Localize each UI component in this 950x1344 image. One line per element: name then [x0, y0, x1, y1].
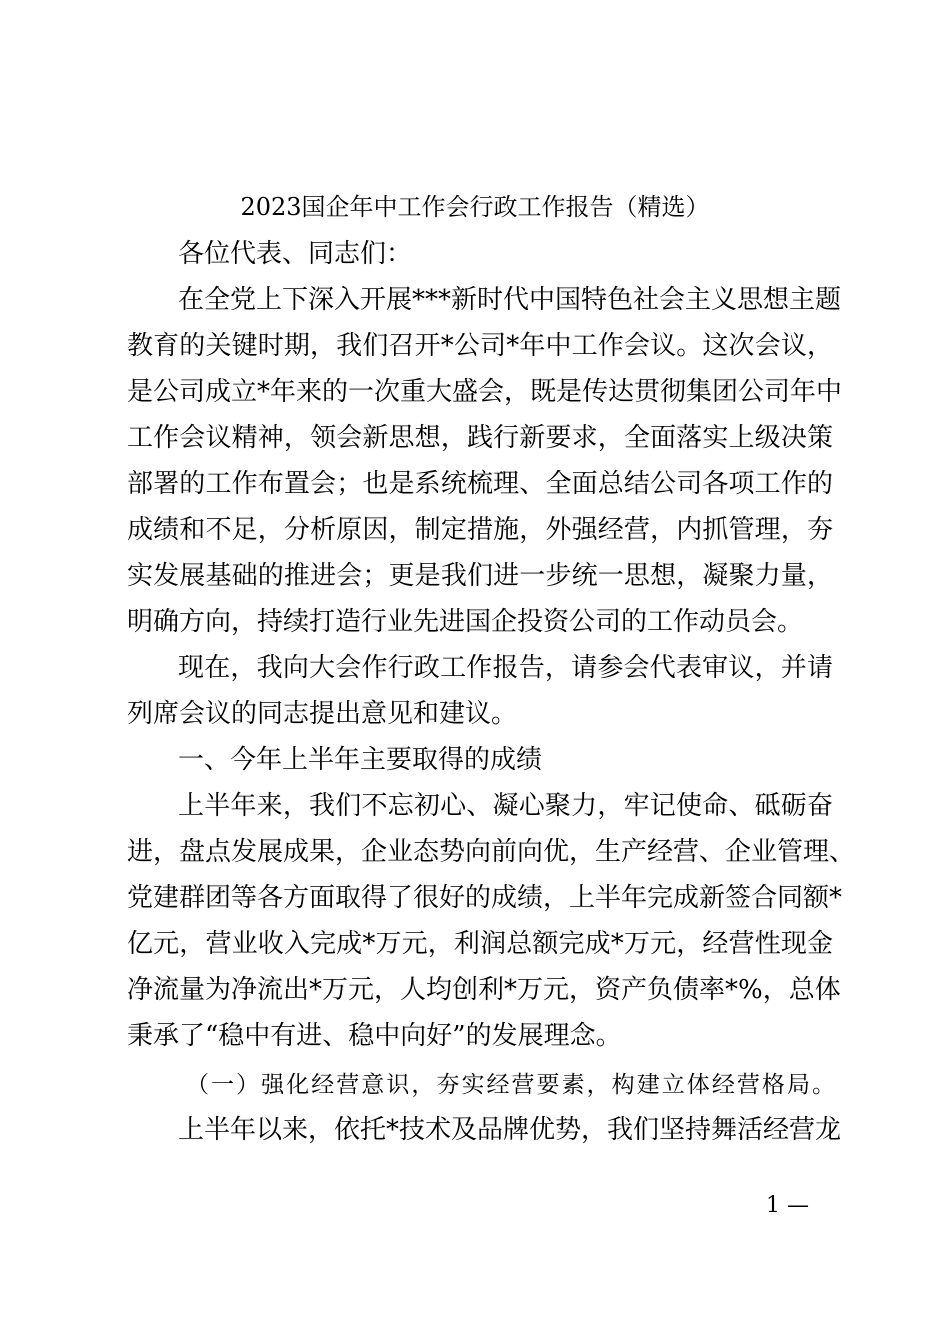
- paragraph-line: 实发展基础的推进会；更是我们进一步统一思想，凝聚力量，: [127, 561, 833, 591]
- paragraph-line: 工作会议精神，领会新思想，践行新要求，全面落实上级决策: [127, 423, 833, 453]
- paragraph-line: 净流量为净流出*万元，人均创利*万元，资产负债率*%，总体: [127, 975, 841, 1005]
- paragraph-line: 亿元，营业收入完成*万元，利润总额完成*万元，经营性现金: [127, 929, 833, 959]
- paragraph-line: 是公司成立*年来的一次重大盛会，既是传达贯彻集团公司年中: [127, 377, 843, 407]
- paragraph-line: 成绩和不足，分析原因，制定措施，外强经营，内抓管理，夯: [127, 515, 833, 545]
- subsection-heading: （一）强化经营意识，夯实经营要素，构建立体经营格局。: [186, 1072, 836, 1098]
- salutation-line: 各位代表、同志们：: [178, 239, 413, 269]
- paragraph-line: 进，盘点发展成果，企业态势向前向优，生产经营、企业管理、: [127, 837, 856, 867]
- paragraph-line: 部署的工作布置会；也是系统梳理、全面总结公司各项工作的: [127, 469, 833, 499]
- paragraph-line: 教育的关键时期，我们召开*公司*年中工作会议。这次会议，: [127, 331, 833, 361]
- paragraph-line: 明确方向，持续打造行业先进国企投资公司的工作动员会。: [127, 607, 804, 637]
- paragraph-line: 上半年来，我们不忘初心、凝心聚力，牢记使命、砥砺奋: [178, 791, 833, 821]
- paragraph-line: 上半年以来，依托*技术及品牌优势，我们坚持舞活经营龙: [178, 1115, 842, 1145]
- paragraph-line: 在全党上下深入开展***新时代中国特色社会主义思想主题: [178, 285, 842, 315]
- paragraph-line: 现在，我向大会作行政工作报告，请参会代表审议，并请: [178, 653, 833, 683]
- page-number: 1 —: [766, 1193, 809, 1218]
- paragraph-line: 党建群团等各方面取得了很好的成绩，上半年完成新签合同额*: [127, 883, 843, 913]
- document-title: 2023国企年中工作会行政工作报告（精选）: [240, 193, 710, 221]
- paragraph-line: 列席会议的同志提出意见和建议。: [127, 699, 518, 729]
- section-heading: 一、今年上半年主要取得的成绩: [178, 745, 543, 775]
- paragraph-line: 秉承了“稳中有进、稳中向好”的发展理念。: [127, 1021, 622, 1051]
